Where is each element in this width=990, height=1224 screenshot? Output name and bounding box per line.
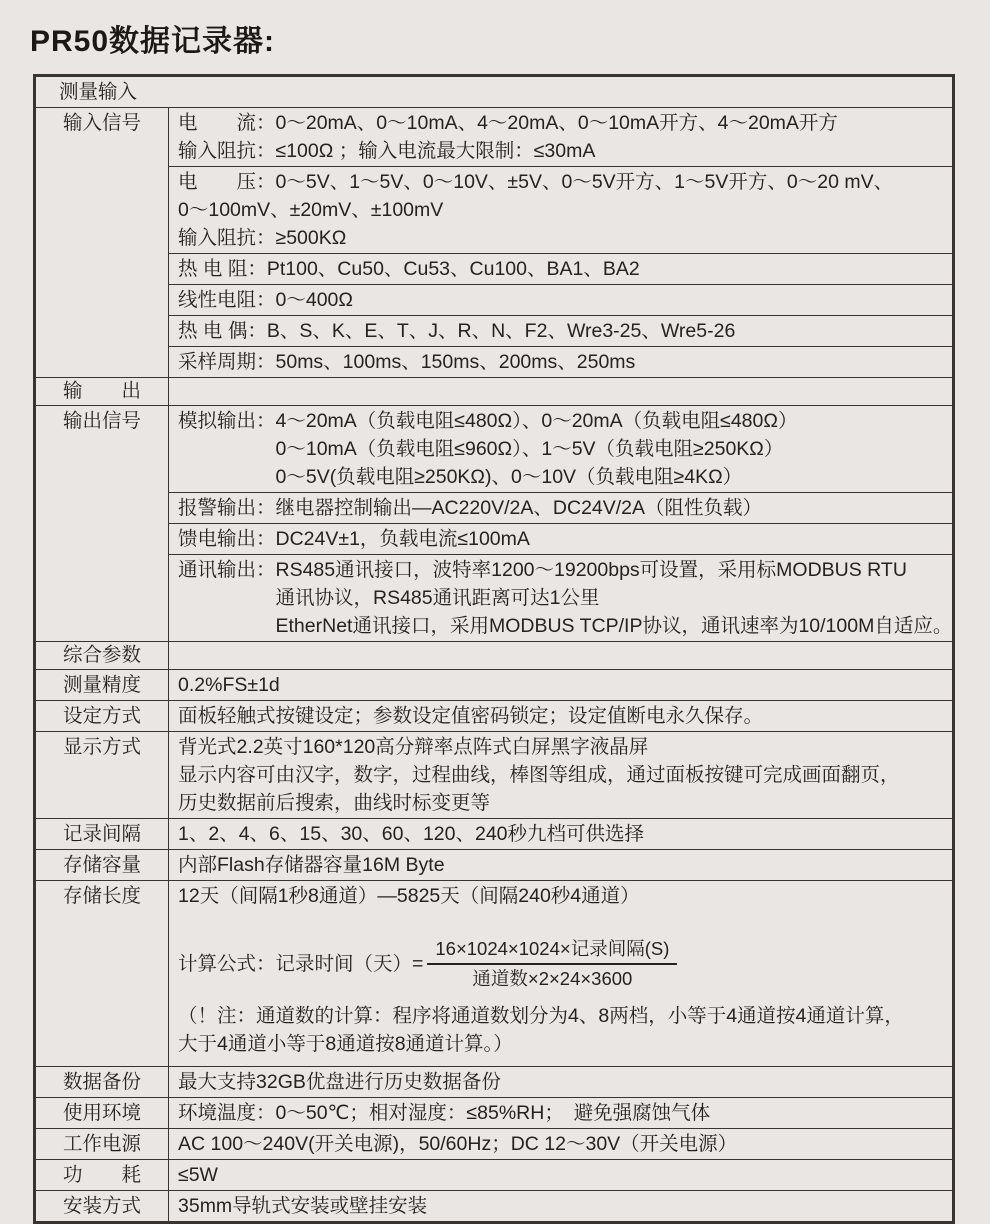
spec-row <box>36 1190 952 1221</box>
spec-row <box>36 1159 952 1190</box>
spec-row <box>36 1066 952 1097</box>
spec-line: 最大支持32GB优盘进行历史数据备份 <box>178 1071 501 1093</box>
row-content <box>168 1191 952 1221</box>
spec-line: 0～100mV、±20mV、±100mV <box>178 199 444 221</box>
spec-subcell <box>169 1098 952 1128</box>
formula-denominator: 通道数×2×24×3600 <box>472 968 633 989</box>
spec-subcell <box>169 554 952 641</box>
row-content <box>168 1129 952 1159</box>
spec-row <box>36 731 952 818</box>
formula-fraction <box>427 936 677 992</box>
spec-subcell <box>169 284 952 315</box>
row-label: 设定方式 <box>62 705 141 727</box>
spec-line: 采样周期：50ms、100ms、150ms、200ms、250ms <box>178 351 636 373</box>
row-label: 使用环境 <box>62 1102 141 1124</box>
row-label: 数据备份 <box>62 1071 141 1093</box>
spec-subcell <box>169 523 952 554</box>
spec-line: 面板轻触式按键设定；参数设定值密码锁定；设定值断电永久保存。 <box>178 705 764 727</box>
spec-subcell <box>169 253 952 284</box>
row-label: 综合参数 <box>62 644 141 666</box>
spec-line: 显示内容可由汉字，数字，过程曲线，棒图等组成，通过面板按键可完成画面翻页， <box>178 764 900 786</box>
row-content <box>168 670 952 700</box>
spec-subcell <box>169 1129 952 1159</box>
spec-line: 通讯输出：RS485通讯接口，波特率1200～19200bps可设置，采用标MODBUS RTU <box>178 559 907 581</box>
spec-row <box>36 849 952 880</box>
row-content <box>168 732 952 818</box>
row-content <box>168 850 952 880</box>
spec-subcell <box>169 1191 952 1221</box>
spec-table <box>33 74 955 1224</box>
spec-row <box>36 405 952 641</box>
row-label: 工作电源 <box>62 1133 141 1155</box>
spec-subcell <box>169 819 952 849</box>
spec-subcell <box>169 1067 952 1097</box>
spec-line: 馈电输出：DC24V±1，负载电流≤100mA <box>178 528 530 550</box>
spec-line: 输入阻抗：≥500KΩ <box>178 227 347 249</box>
spec-line: 0.2%FS±1d <box>178 674 280 696</box>
row-content <box>168 108 952 377</box>
row-content <box>168 701 952 731</box>
storage-formula <box>169 936 952 992</box>
row-content <box>168 819 952 849</box>
spec-row <box>36 107 952 377</box>
formula-prefix: 计算公式：记录时间（天）= <box>178 953 424 975</box>
row-label: 存储长度 <box>62 885 141 907</box>
spec-row <box>36 818 952 849</box>
spec-subcell <box>169 701 952 731</box>
spec-subcell <box>169 850 952 880</box>
row-content <box>168 881 952 1066</box>
spec-line: 线性电阻：0～400Ω <box>178 289 353 311</box>
spec-row <box>36 669 952 700</box>
spec-line: 热 电 偶：B、S、K、E、T、J、R、N、F2、Wre3-25、Wre5-26 <box>178 320 736 342</box>
row-label: 显示方式 <box>62 736 141 758</box>
row-label: 输入信号 <box>62 112 141 134</box>
spec-line: 电 压：0～5V、1～5V、0～10V、±5V、0～5V开方、1～5V开方、0～20 mV、 <box>178 171 894 193</box>
storage-note-line: 大于4通道小等于8通道按8通道计算。） <box>178 1033 513 1055</box>
spec-line: 报警输出：继电器控制输出—AC220V/2A、DC24V/2A（阻性负载） <box>178 497 763 519</box>
section-row <box>36 77 952 107</box>
row-content <box>168 1160 952 1190</box>
section-row <box>36 641 952 669</box>
spec-line: 0～5V(负载电阻≥250KΩ)、0～10V（负载电阻≥4KΩ） <box>178 466 743 488</box>
spec-line: 电 流：0～20mA、0～10mA、4～20mA、0～10mA开方、4～20mA开方 <box>178 112 838 134</box>
spec-subcell <box>169 406 952 492</box>
spec-subcell <box>169 670 952 700</box>
row-content <box>168 1098 952 1128</box>
row-label: 记录间隔 <box>62 823 141 845</box>
formula-numerator: 16×1024×1024×记录间隔(S) <box>427 936 677 965</box>
page-title: PR50数据记录器: <box>30 25 276 58</box>
spec-line: ≤5W <box>178 1164 218 1186</box>
spec-subcell <box>169 166 952 253</box>
storage-range-line: 12天（间隔1秒8通道）—5825天（间隔240秒4通道） <box>178 885 640 907</box>
spec-subcell <box>169 1160 952 1190</box>
row-label: 安装方式 <box>62 1195 141 1217</box>
row-content <box>168 406 952 641</box>
spec-row <box>36 1097 952 1128</box>
spec-line: 背光式2.2英寸160*120高分辩率点阵式白屏黑字液晶屏 <box>178 736 649 758</box>
spec-row <box>36 1128 952 1159</box>
row-label: 测量输入 <box>59 81 138 103</box>
spec-subcell <box>169 732 952 818</box>
spec-line: 热 电 阻：Pt100、Cu50、Cu53、Cu100、BA1、BA2 <box>178 258 640 280</box>
section-row <box>36 377 952 405</box>
spec-line: 环境温度：0～50℃；相对湿度：≤85%RH； 避免强腐蚀气体 <box>178 1102 711 1124</box>
spec-subcell <box>169 346 952 377</box>
spec-line: 内部Flash存储器容量16M Byte <box>178 854 445 876</box>
row-label: 功 耗 <box>62 1164 141 1186</box>
row-content <box>168 1067 952 1097</box>
spec-subcell <box>169 315 952 346</box>
spec-line: EtherNet通讯接口，采用MODBUS TCP/IP协议，通讯速率为10/100M自适应。 <box>178 615 953 637</box>
row-content <box>168 642 952 669</box>
spec-line: 模拟输出：4～20mA（负载电阻≤480Ω）、0～20mA（负载电阻≤480Ω） <box>178 410 798 432</box>
spec-line: AC 100～240V(开关电源)，50/60Hz；DC 12～30V（开关电源） <box>178 1133 738 1155</box>
spec-row <box>36 880 952 1066</box>
spec-subcell <box>169 492 952 523</box>
spec-line: 35mm导轨式安装或壁挂安装 <box>178 1195 428 1217</box>
row-content <box>168 378 952 405</box>
row-label: 输出信号 <box>62 410 141 432</box>
row-label: 测量精度 <box>62 674 141 696</box>
spec-line: 历史数据前后搜索，曲线时标变更等 <box>178 792 491 814</box>
row-label: 输 出 <box>62 380 141 402</box>
spec-row <box>36 700 952 731</box>
spec-subcell <box>169 108 952 166</box>
spec-line: 输入阻抗：≤100Ω ；输入电流最大限制：≤30mA <box>178 140 596 162</box>
row-label: 存储容量 <box>62 854 141 876</box>
spec-line: 0～10mA（负载电阻≤960Ω）、1～5V（负载电阻≥250KΩ） <box>178 438 784 460</box>
spec-line: 通讯协议，RS485通讯距离可达1公里 <box>178 587 600 609</box>
storage-note-line: （！注：通道数的计算：程序将通道数划分为4、8两档，小等于4通道按4通道计算， <box>178 1005 904 1027</box>
spec-line: 1、2、4、6、15、30、60、120、240秒九档可供选择 <box>178 823 645 845</box>
